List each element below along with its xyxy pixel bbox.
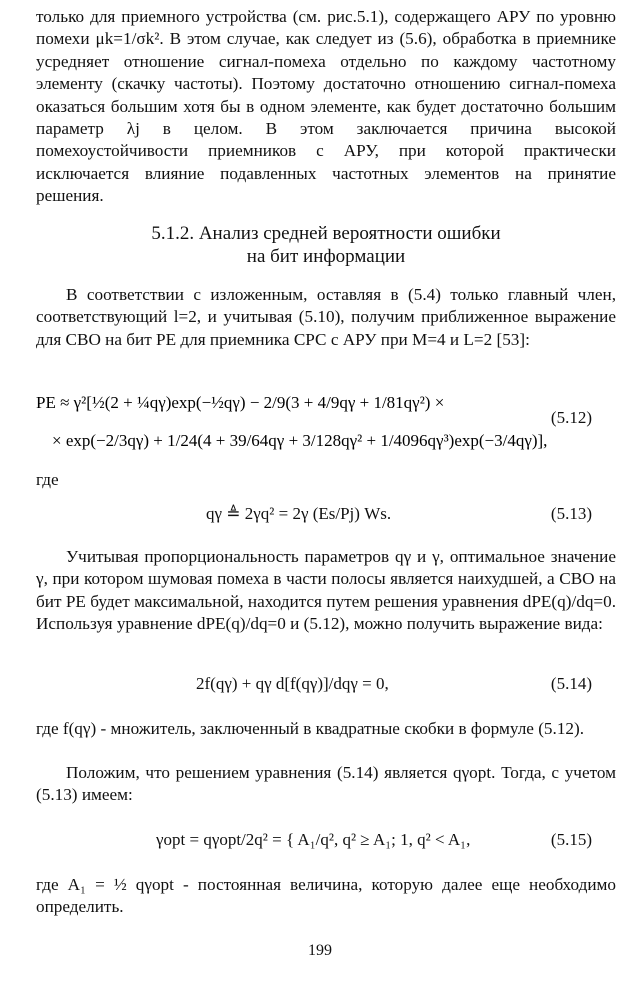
section-heading-line2: на бит информации <box>246 246 406 267</box>
equation-number-5-15: (5.15) <box>550 830 592 849</box>
eq512-line2: × exp(−2/3qγ) + 1/24(4 + 39/64qγ + 3/128qγ² + 1/4096qγ³)exp(−3/4qγ)], <box>52 431 548 450</box>
paragraph-optimal-gamma: Учитывая пропорциональность параметров qγ и γ, оптимальное значение γ, при котором шумовая помеха в части полосы является наихудшей, а СВО на бит PE будет максимальной, находится путем решения уравнения dPE(q)/dq=0. Используя уравнение dPE(q)/dq=0 и (5.12), можно получить выражение вида: <box>36 547 616 634</box>
equation-number-5-14: (5.14) <box>550 674 592 693</box>
eq512-line1: PE ≈ γ²[½(2 + ¼qγ)exp(−½qγ) − 2/9(3 + 4/9qγ + 1/81qγ²) × <box>36 393 445 412</box>
where-label: где <box>36 470 59 489</box>
paragraph-agc-explanation: только для приемного устройства (см. рис.5.1), содержащего АРУ по уровню помехи μk=1/σk². В этом случае, как следует из (5.6), обработка в приемнике усредняет отношение сигнал-помеха отдельно по каждому частотному элементу (скачку частоты). Поэтому достаточно отношению сигнал-помеха оказаться большим хотя бы в одном элементе, как будет достаточно большим параметр λj в целом. В этом заключается причина высокой помехоустойчивости приемников с АРУ, при которой практически исключается влияние подавленных частотных элементов на принятие решения. <box>36 7 616 206</box>
eq515-formula: γopt = qγopt/2q² = { A₁/q², q² ≥ A₁; 1, q² < A₁, <box>156 830 471 849</box>
paragraph-solution: Положим, что решением уравнения (5.14) является qγopt. Тогда, с учетом (5.13) имеем: <box>36 763 616 805</box>
equation-number-5-12: (5.12) <box>550 408 592 427</box>
paragraph-approximation: В соответствии с изложенным, оставляя в (5.4) только главный член, соответствующий l=2, и учитывая (5.10), получим приближенное выражение для СВО на бит PE для приемника СРС с АРУ при M=4 и L=2 [53]: <box>36 285 616 349</box>
equation-5-15 <box>36 812 616 868</box>
equation-5-12 <box>36 380 616 460</box>
equation-5-12-formula <box>36 380 556 460</box>
section-heading-line1: 5.1.2. Анализ средней вероятности ошибки <box>151 223 501 244</box>
paragraph-f-definition: где f(qγ) - множитель, заключенный в квадратные скобки в формуле (5.12). <box>36 719 585 738</box>
equation-5-14 <box>36 660 616 708</box>
eq513-formula: qγ ≜ 2γq² = 2γ (Es/Pj) Ws. <box>206 504 392 523</box>
equation-5-13 <box>36 494 616 540</box>
page-number: 199 <box>308 942 332 959</box>
paragraph-a1-definition: где A₁ = ½ qγopt - постоянная величина, которую далее еще необходимо определить. <box>36 875 616 917</box>
eq514-formula: 2f(qγ) + qγ d[f(qγ)]/dqγ = 0, <box>196 674 389 693</box>
equation-number-5-13: (5.13) <box>550 504 592 523</box>
